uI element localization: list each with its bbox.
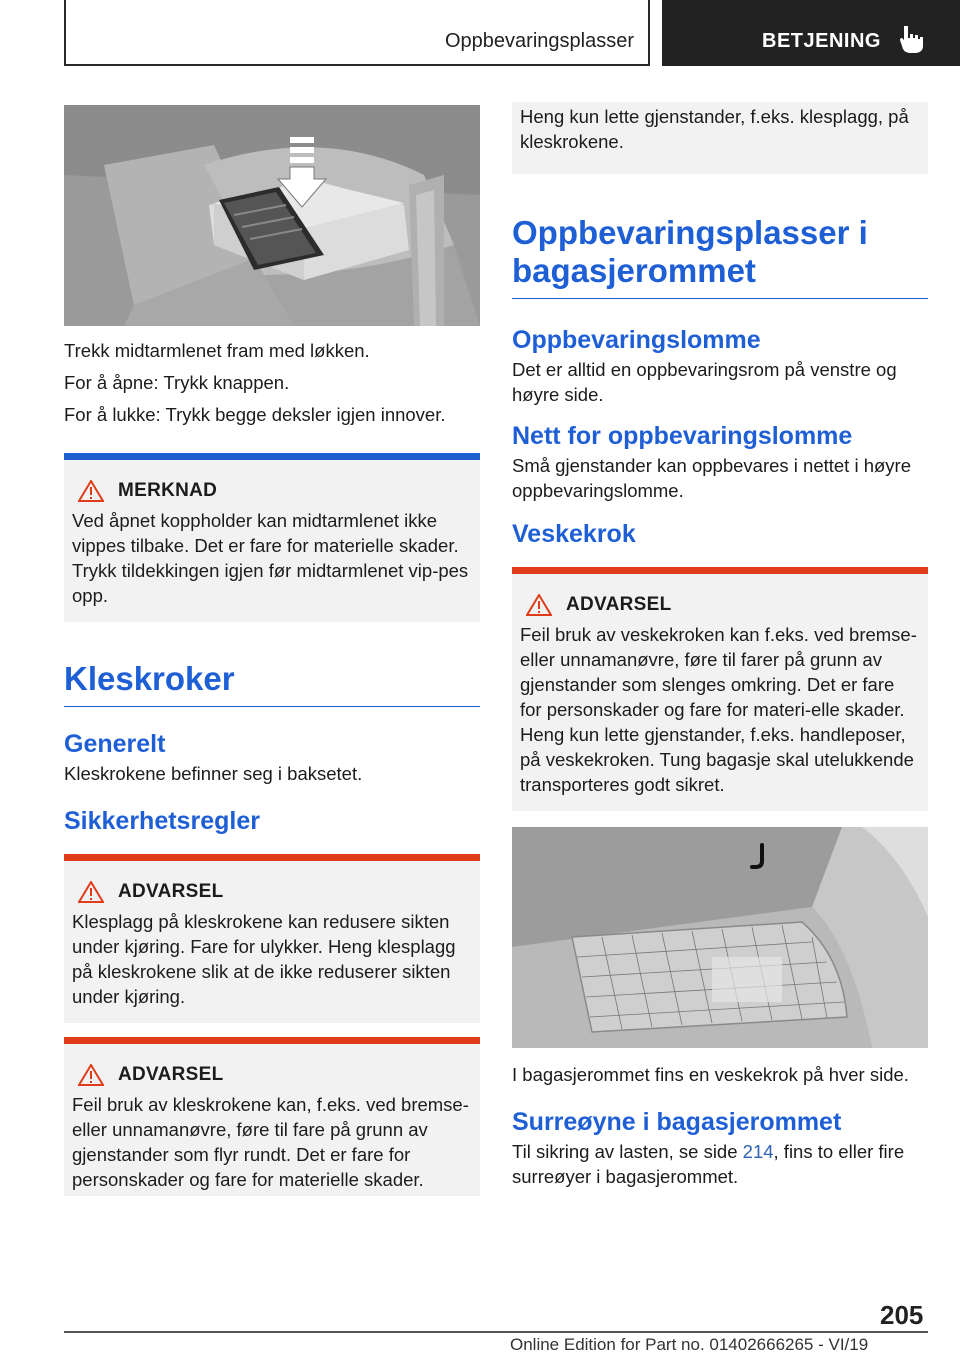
footer-divider: [64, 1331, 928, 1333]
warning-box-2: [64, 1037, 480, 1196]
heading-storage-pocket: Oppbevaringslomme: [512, 326, 761, 354]
continued-warning-text: Heng kun lette gjenstander, f.eks. klesplagg, på kleskrokene.: [520, 106, 909, 152]
warning-triangle-icon: [78, 480, 104, 502]
footer-edition: Online Edition for Part no. 01402666265 - VI/19: [510, 1335, 869, 1354]
heading-safety-rules: Sikkerhetsregler: [64, 807, 260, 835]
header-section-title: Oppbevaringsplasser: [445, 30, 634, 52]
warning-triangle-icon: [78, 881, 104, 903]
warning-1-title: ADVARSEL: [118, 881, 224, 902]
hand-pointer-icon: [898, 24, 924, 54]
continued-warning-box: [512, 102, 928, 174]
general-text: Kleskrokene befinner seg i baksetet.: [64, 763, 363, 784]
luggage-compartment-illustration: [512, 827, 928, 1048]
heading-clothes-hooks: Kleskroker: [64, 660, 480, 707]
armrest-illustration: [64, 105, 480, 326]
heading-storage-net: Nett for oppbevaringslomme: [512, 422, 853, 450]
note-text: Ved åpnet koppholder kan midtarmlenet ikke vippes tilbake. Det er fare for materielle skader. Trykk tildekkingen igjen før midtarmlenet vip-pes opp.: [72, 510, 469, 606]
warning-box-1: [64, 854, 480, 1023]
note-title: MERKNAD: [118, 480, 218, 501]
bag-hook-warning-box: [512, 567, 928, 811]
note-box: [64, 453, 480, 622]
bag-hook-warning-text: Feil bruk av veskekroken kan f.eks. ved bremse- eller unnamanøvre, føre til farer på grunn av gjenstander som slenges omkring. Det er fare for personskader og fare for materi-elle skader. Heng kun lette gjenstander, f.eks. handleposer, på veskekroken. Tung bagasje skal utelukkende transporteres godt sikret.: [520, 624, 917, 795]
armrest-instruction-pull: Trekk midtarmlenet fram med løkken.: [64, 340, 370, 361]
header-chapter-title: BETJENING: [762, 30, 881, 52]
header-section-box: [64, 0, 650, 66]
warning-2-text: Feil bruk av kleskrokene kan, f.eks. ved bremse- eller unnamanøvre, føre til fare på grunn av gjenstander som flyr rundt. Det er fare for personskader og fare for materielle skader.: [72, 1094, 469, 1190]
warning-1-text: Klesplagg på kleskrokene kan redusere sikten under kjøring. Fare for ulykker. Heng klesplagg på kleskrokene slik at de ikke reduserer sikten under kjøring.: [72, 911, 456, 1007]
lashing-text-before: Til sikring av lasten, se side: [512, 1141, 743, 1162]
left-column: [64, 105, 480, 1196]
heading-luggage-storage: Oppbevaringsplasser i bagasjerommet: [512, 214, 928, 299]
heading-bag-hook: Veskekrok: [512, 520, 636, 548]
armrest-instruction-close: For å lukke: Trykk begge deksler igjen innover.: [64, 404, 446, 425]
right-column: [512, 102, 928, 1189]
lashing-eyes-text: [512, 1139, 928, 1189]
bag-hook-warning-title: ADVARSEL: [566, 594, 672, 615]
lashing-text-after: , fins to eller fire surreøyer i bagasjerommet.: [512, 1141, 905, 1187]
storage-net-text: Små gjenstander kan oppbevares i nettet i høyre oppbevaringslomme.: [512, 455, 912, 501]
heading-general: Generelt: [64, 730, 166, 758]
warning-triangle-icon: [526, 594, 552, 616]
warning-2-title: ADVARSEL: [118, 1064, 224, 1085]
storage-pocket-text: Det er alltid en oppbevaringsrom på venstre og høyre side.: [512, 359, 897, 405]
warning-triangle-icon: [78, 1064, 104, 1086]
armrest-instruction-open: For å åpne: Trykk knappen.: [64, 372, 290, 393]
header-chapter-box: [662, 0, 960, 66]
page-reference-link[interactable]: 214: [742, 1141, 774, 1162]
heading-lashing-eyes: Surreøyne i bagasjerommet: [512, 1108, 842, 1136]
page-number: 205: [880, 1300, 924, 1330]
bag-hook-caption: I bagasjerommet fins en veskekrok på hver side.: [512, 1064, 909, 1085]
